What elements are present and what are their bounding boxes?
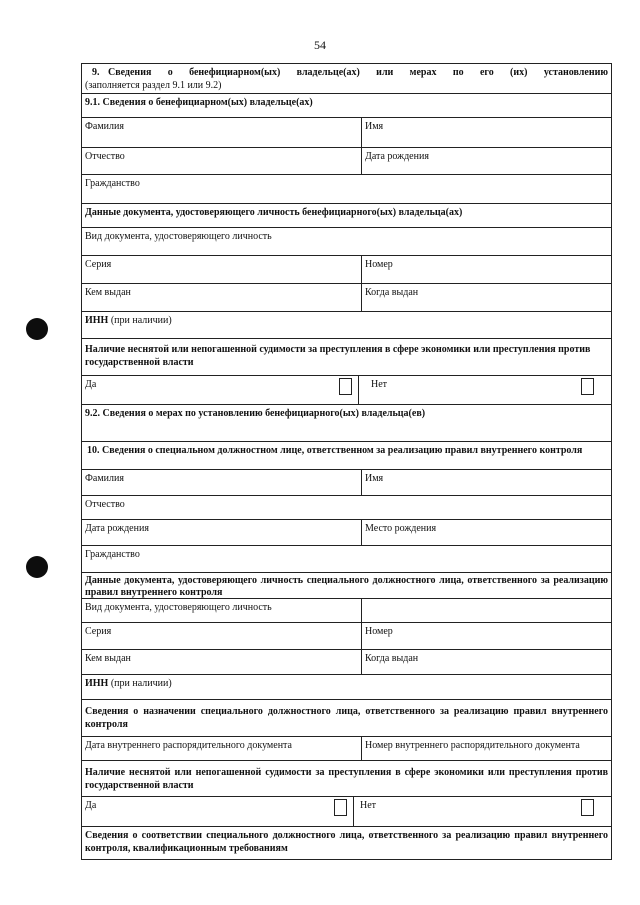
yes-checkbox[interactable] (339, 378, 352, 395)
section9-2-title: 9.2. Сведения о мерах по установлению бенефициарного(ых) владельца(ев) (85, 408, 426, 419)
so-birthdate-field[interactable] (82, 520, 362, 545)
so-internal-doc-date-field[interactable] (82, 737, 362, 760)
so-issued-row (82, 650, 611, 675)
so-inn-row (82, 675, 611, 700)
so-qualification-row (82, 827, 611, 859)
bo-name-row (82, 118, 611, 148)
no-checkbox[interactable] (581, 378, 594, 395)
inn-note: (при наличии) (110, 315, 172, 326)
no-checkbox[interactable] (581, 799, 594, 816)
no-label: Нет (371, 379, 388, 390)
bo-issued-row (82, 284, 611, 312)
bo-number-field[interactable] (362, 256, 611, 283)
so-qualification-label: Сведения о соответствии специального должностного лица, ответственного за реализацию правил внутреннего контроля, квалификационным требованиям (85, 830, 608, 854)
page-number: 54 (314, 38, 326, 52)
bo-citizenship-field[interactable] (82, 175, 611, 203)
so-citizenship-field[interactable] (82, 546, 611, 572)
surname-label: Фамилия (85, 473, 124, 484)
birthplace-label: Место рождения (365, 523, 437, 534)
section9-header (82, 64, 611, 94)
so-name-row (82, 470, 611, 496)
so-patronymic-row (82, 496, 611, 520)
name-label: Имя (365, 473, 384, 484)
bo-patronymic-row (82, 148, 611, 175)
number-label: Номер (365, 259, 393, 270)
series-label: Серия (85, 626, 112, 637)
section9-2-row (82, 405, 611, 442)
series-label: Серия (85, 259, 112, 270)
so-birthplace-field[interactable] (362, 520, 611, 545)
so-appointment-label: Сведения о назначении специального должностного лица, ответственного за реализацию правил внутреннего контроля (85, 706, 608, 730)
section9-1-header (82, 94, 611, 118)
so-doc-header-row (82, 573, 611, 599)
yes-label: Да (85, 800, 97, 811)
bo-doc-type-field[interactable] (82, 228, 611, 255)
number-label: Номер (365, 626, 393, 637)
bo-birthdate-field[interactable] (362, 148, 611, 174)
bo-series-field[interactable] (82, 256, 362, 283)
birthdate-label: Дата рождения (365, 151, 429, 162)
so-internal-doc-row (82, 737, 611, 761)
so-conviction-answer-row (82, 797, 611, 827)
so-series-row (82, 623, 611, 650)
section9-number: 9. (92, 67, 100, 78)
bo-conviction-label: Наличие неснятой или непогашенной судимости за преступления в сфере экономики или преступления против государственной власти (85, 344, 591, 368)
issued-when-label: Когда выдан (365, 653, 419, 664)
so-doc-type-value[interactable] (362, 599, 611, 622)
issued-when-label: Когда выдан (365, 287, 419, 298)
issued-by-label: Кем выдан (85, 287, 131, 298)
section10-header (82, 442, 611, 470)
surname-label: Фамилия (85, 121, 124, 132)
so-conviction-row (82, 761, 611, 797)
so-surname-field[interactable] (82, 470, 362, 495)
so-inn-field[interactable] (82, 675, 611, 699)
citizenship-label: Гражданство (85, 549, 140, 560)
so-appointment-row (82, 700, 611, 737)
so-doc-type-field[interactable] (82, 599, 362, 622)
inn-label: ИНН (85, 678, 109, 689)
so-internal-doc-number-field[interactable] (362, 737, 611, 760)
bo-surname-field[interactable] (82, 118, 362, 147)
bo-issued-by-field[interactable] (82, 284, 362, 311)
so-series-field[interactable] (82, 623, 362, 649)
bo-inn-row (82, 312, 611, 339)
birthdate-label: Дата рождения (85, 523, 149, 534)
so-number-field[interactable] (362, 623, 611, 649)
bo-citizenship-row (82, 175, 611, 204)
citizenship-label: Гражданство (85, 178, 140, 189)
inn-label: ИНН (85, 315, 109, 326)
bo-conviction-row (82, 339, 611, 376)
inn-note: (при наличии) (110, 678, 172, 689)
so-birth-row (82, 520, 611, 546)
doc-type-label: Вид документа, удостоверяющего личность (85, 231, 272, 242)
punch-hole (26, 556, 48, 578)
section9-title: Сведения о бенефициарном(ых) владельце(ах) или мерах по его (их) установлению (108, 67, 608, 78)
yes-checkbox[interactable] (334, 799, 347, 816)
bo-conviction-answer-row (82, 376, 611, 405)
bo-doc-header-row (82, 204, 611, 228)
so-issued-when-field[interactable] (362, 650, 611, 674)
so-name-field[interactable] (362, 470, 611, 495)
bo-series-row (82, 256, 611, 284)
bo-name-field[interactable] (362, 118, 611, 147)
issued-by-label: Кем выдан (85, 653, 131, 664)
punch-hole (26, 318, 48, 340)
so-patronymic-field[interactable] (82, 496, 611, 519)
bo-inn-field[interactable] (82, 312, 611, 338)
bo-doc-type-row (82, 228, 611, 256)
so-issued-by-field[interactable] (82, 650, 362, 674)
bo-doc-header: Данные документа, удостоверяющего личность бенефициарного(ых) владельца(ах) (85, 207, 463, 218)
name-label: Имя (365, 121, 384, 132)
section9-1-title: 9.1. Сведения о бенефициарном(ых) владельце(ах) (85, 97, 313, 108)
so-conviction-label: Наличие неснятой или непогашенной судимости за преступления в сфере экономики или преступления против государственной власти (85, 767, 608, 791)
so-citizenship-row (82, 546, 611, 573)
section9-note: (заполняется раздел 9.1 или 9.2) (85, 80, 222, 91)
yes-label: Да (85, 379, 97, 390)
patronymic-label: Отчество (85, 151, 125, 162)
internal-doc-date-label: Дата внутреннего распорядительного документа (85, 740, 292, 751)
no-label: Нет (360, 800, 377, 811)
section10-title: 10. Сведения о специальном должностном лице, ответственном за реализацию правил внутреннего контроля (87, 445, 583, 456)
patronymic-label: Отчество (85, 499, 125, 510)
application-form (81, 63, 612, 860)
so-doc-header: Данные документа, удостоверяющего личность специального должностного лица, ответственного за реализацию правил внутреннего контроля (85, 575, 608, 598)
bo-patronymic-field[interactable] (82, 148, 362, 174)
internal-doc-number-label: Номер внутреннего распорядительного документа (365, 740, 580, 751)
doc-type-label: Вид документа, удостоверяющего личность (85, 602, 272, 613)
so-doc-type-row (82, 599, 611, 623)
bo-issued-when-field[interactable] (362, 284, 611, 311)
